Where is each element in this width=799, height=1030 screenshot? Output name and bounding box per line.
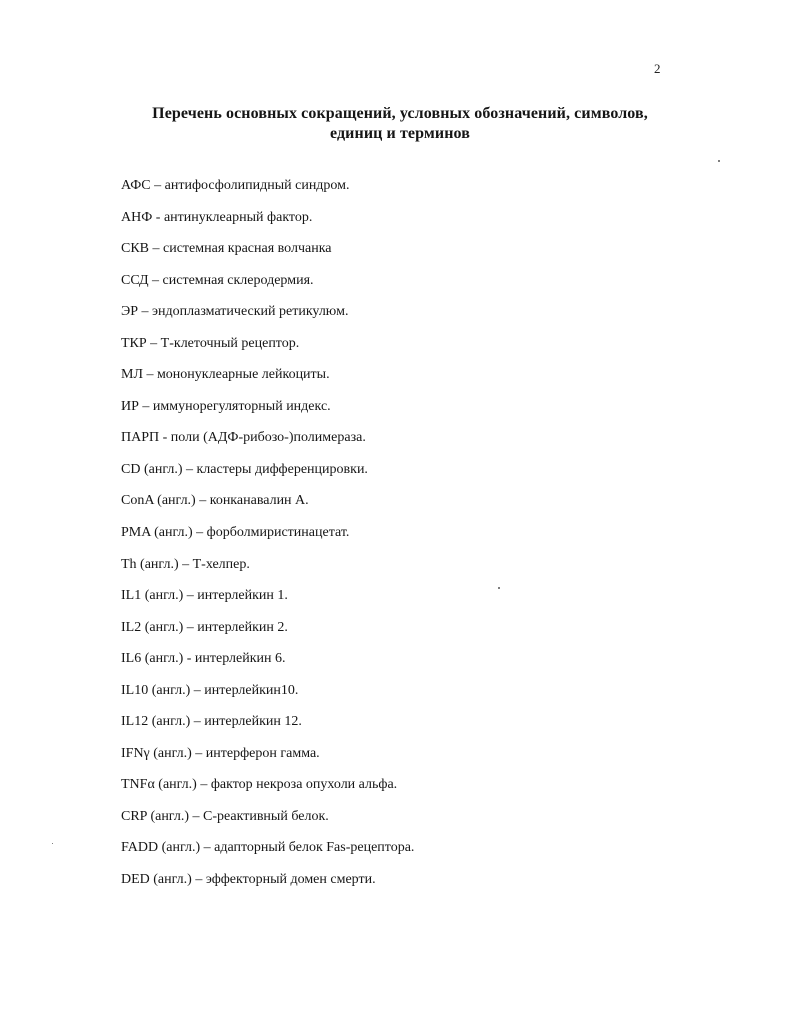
title-line-1: Перечень основных сокращений, условных обозначений, символов, — [152, 105, 648, 122]
list-item: CRP (англ.) – С-реактивный белок. — [121, 808, 329, 824]
list-item: АНФ - антинуклеарный фактор. — [121, 209, 313, 225]
list-item: TNFα (англ.) – фактор некроза опухоли альфа. — [121, 777, 398, 793]
list-item: АФС – антифосфолипидный синдром. — [121, 178, 350, 193]
list-item: ЭР – эндоплазматический ретикулюм. — [121, 304, 349, 320]
list-item: IL2 (англ.) – интерлейкин 2. — [121, 619, 288, 635]
title-line-2: единиц и терминов — [330, 125, 470, 142]
list-item: Th (англ.) – Т-хелпер. — [121, 556, 250, 572]
list-item: ССД – системная склеродермия. — [121, 272, 314, 288]
list-item: IFNγ (англ.) – интерферон гамма. — [121, 745, 320, 761]
list-item: ConA (англ.) – конканавалин А. — [121, 493, 309, 509]
list-item: ТКР – Т-клеточный рецептор. — [121, 335, 300, 351]
list-item: IL6 (англ.) - интерлейкин 6. — [121, 651, 286, 667]
list-item: IL12 (англ.) – интерлейкин 12. — [121, 714, 302, 730]
abbreviations-list — [121, 174, 414, 900]
list-item: CD (англ.) – кластеры дифференцировки. — [121, 461, 368, 477]
scan-speck — [718, 160, 720, 162]
list-item: IL10 (англ.) – интерлейкин10. — [121, 682, 299, 698]
scan-speck — [52, 843, 53, 844]
list-item: СКВ – системная красная волчанка — [121, 241, 332, 257]
list-item: МЛ – мононуклеарные лейкоциты. — [121, 367, 330, 383]
list-item: PMA (англ.) – форболмиристинацетат. — [121, 525, 350, 541]
list-item: DED (англ.) – эффекторный домен смерти. — [121, 872, 376, 888]
list-item: ИР – иммунорегуляторный индекс. — [121, 398, 331, 414]
scan-speck — [498, 587, 500, 589]
list-item: IL1 (англ.) – интерлейкин 1. — [121, 588, 288, 604]
page-number: 2 — [654, 61, 661, 76]
list-item: FADD (англ.) – адапторный белок Fas-рецептора. — [121, 840, 415, 856]
page-title — [100, 104, 700, 144]
list-item: ПАРП - поли (АДФ-рибозо-)полимераза. — [121, 430, 366, 446]
